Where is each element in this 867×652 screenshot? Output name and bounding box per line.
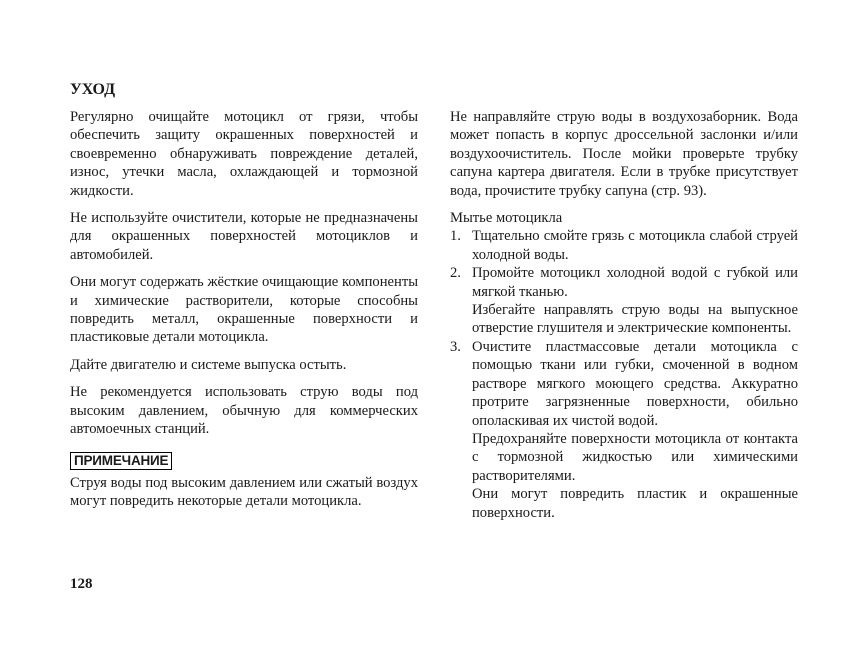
page-number: 128 (70, 576, 93, 592)
step-text: Тщательно смойте грязь с мотоцикла слабой струей холодной воды. (472, 228, 798, 263)
section-title: УХОД (70, 81, 116, 98)
step-item (450, 264, 798, 338)
paragraph-cool-engine: Дайте двигателю и системе выпуска остыть. (70, 356, 347, 373)
step-text: Они могут повредить пластик и окрашенные поверхности. (472, 486, 798, 521)
step-item (450, 227, 798, 264)
paragraph-harsh-components: Они могут содержать жёсткие очищающие компоненты и химические растворители, которые способны повредить металл, окрашенные поверхности и пластиковые детали мотоцикла. (70, 274, 418, 346)
step-text: Промойте мотоцикл холодной водой с губкой или мягкой тканью. (472, 265, 798, 300)
note-block (70, 452, 418, 511)
step-number: 2. (450, 265, 461, 282)
step-text: Очистите пластмассовые детали мотоцикла с помощью ткани или губки, смоченной в водном растворе мягкого моющего средства. Аккуратно протрите загрязненные поверхности, обильно ополаскивая их чистой водой. (472, 338, 798, 429)
subheading-washing: Мытье мотоцикла (450, 210, 563, 227)
right-column (450, 108, 798, 522)
step-item (450, 338, 798, 522)
paragraph-air-intake: Не направляйте струю воды в воздухозаборник. Вода может попасть в корпус дроссельной заслонки и/или воздухоочиститель. После мойки проверьте трубку сапуна картера двигателя. Если в трубке присутствует вода, прочистите трубку сапуна (стр. 93). (450, 109, 798, 199)
paragraph-cleaning-regularly: Регулярно очищайте мотоцикл от грязи, чтобы обеспечить защиту окрашенных поверхностей и своевременно обнаруживать повреждение деталей, износ, утечки масла, охлаждающей и тормозной жидкости. (70, 109, 418, 199)
paragraph-high-pressure: Не рекомендуется использовать струю воды под высоким давлением, обычную для коммерческих автомоечных станций. (70, 384, 418, 438)
step-text: Предохраняйте поверхности мотоцикла от контакта с тормозной жидкостью или химическими растворителями. (472, 430, 798, 484)
paragraph-cleaners-warning: Не используйте очистители, которые не предназначены для окрашенных поверхностей мотоциклов и автомобилей. (70, 210, 418, 263)
step-number: 1. (450, 228, 461, 245)
step-text: Избегайте направлять струю воды на выпускное отверстие глушителя и электрические компоненты. (472, 302, 798, 337)
step-number: 3. (450, 338, 461, 355)
left-column (70, 108, 418, 439)
note-label: ПРИМЕЧАНИЕ (70, 452, 172, 470)
note-text: Струя воды под высоким давлением или сжатый воздух могут повредить некоторые детали мотоцикла. (70, 475, 418, 510)
washing-steps-list (450, 227, 798, 522)
